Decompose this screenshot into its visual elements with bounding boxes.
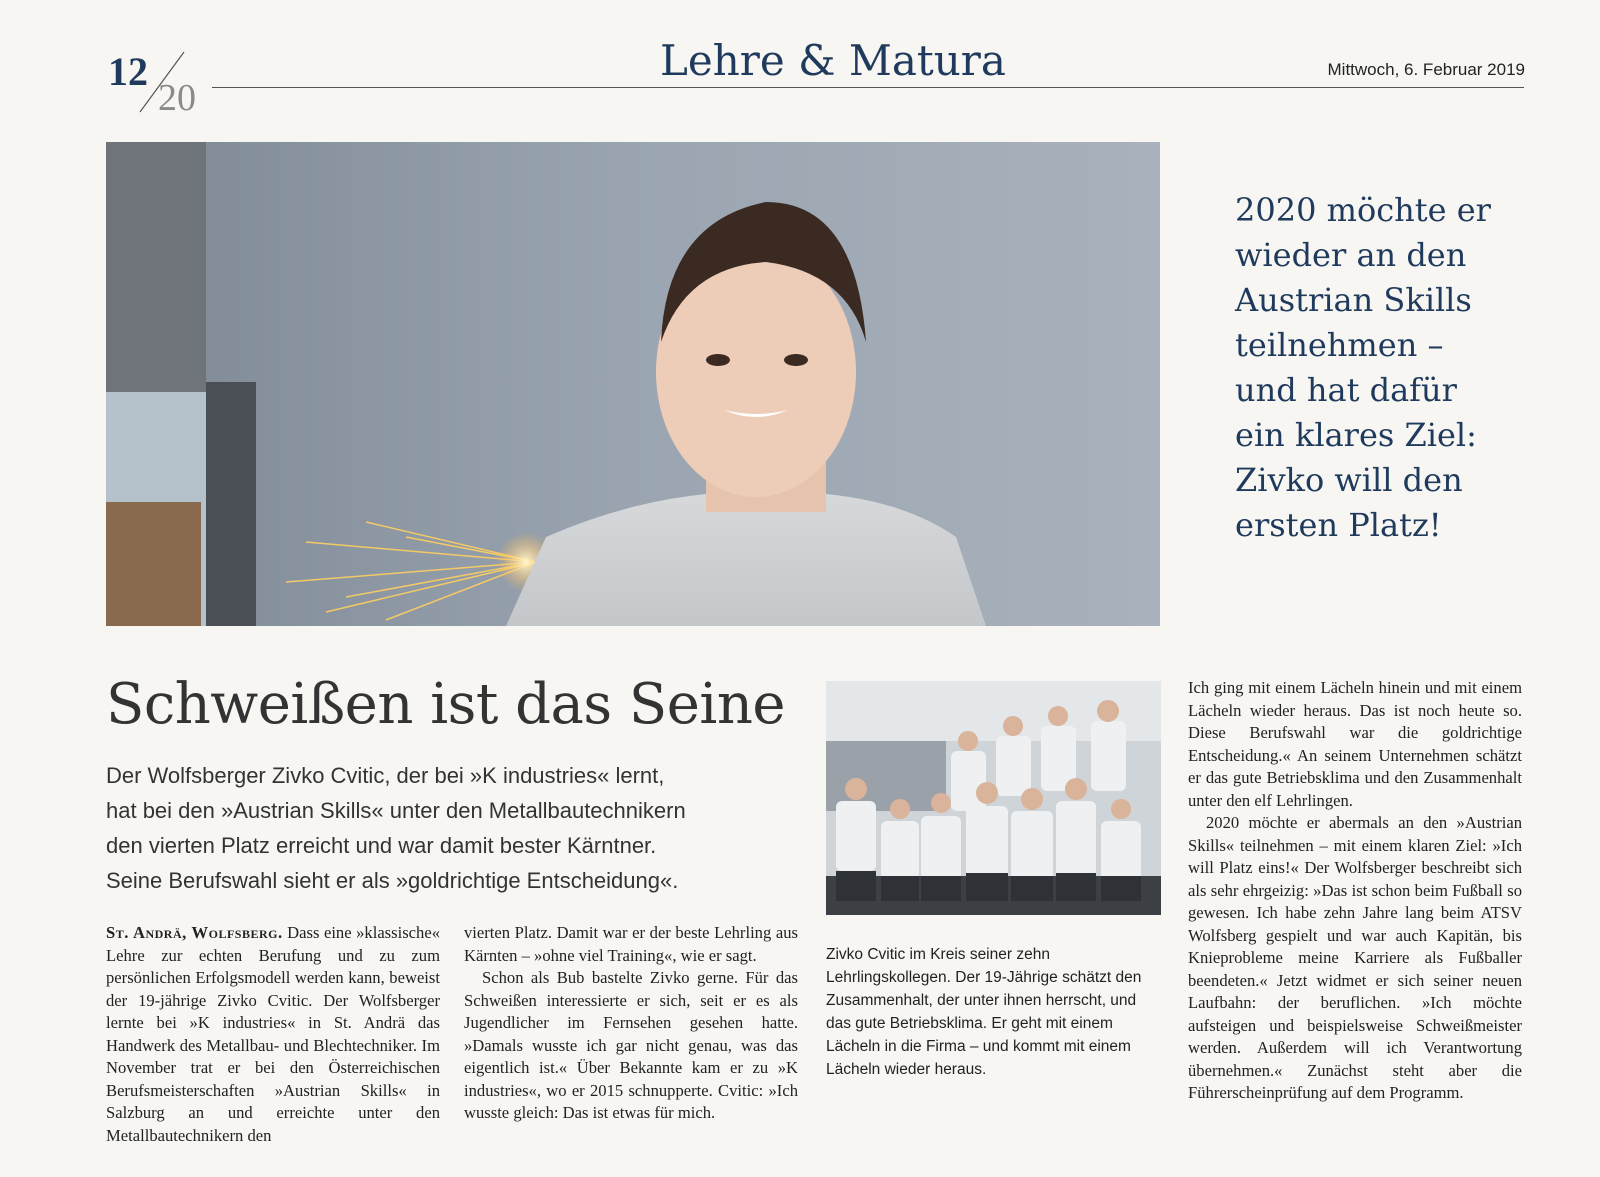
body-paragraph: 2020 möchte er abermals an den »Austrian Skills« teilnehmen – mit einem klaren Ziel: »Ich will Platz eins!« Der Wolfsberger beschreibt sich als sehr ehrgeizig: »Das ist schon beim Fußball so gewesen. Ich habe zehn Jahre lang beim ATSV Wolfsberg gespielt und war auch Kapitän, bis Knieprobleme meine Karriere als Fußballer beendeten.« Jetzt widmet er sich seiner neuen Laufbahn: der beruflichen. »Ich möchte aufsteigen und beispielsweise Schweißmeister werden. Außerdem will ich Verantwortung übernehmen.« Zunächst steht aber die Führerscheinprüfung auf dem Programm. bbox=[1188, 813, 1522, 1102]
body-paragraph: Schon als Bub bastelte Zivko gerne. Für das Schweißen interessierte er sich, seit er es als Jugendlicher im Fernsehen gesehen hatte. »Damals wusste ich gar nicht genau, was das eigentlich ist.« Über Bekannte kam er zu »K industries«, wo er 2015 schnupperte. Cvitic: »Ich wusste gleich: Das ist etwas für mich. bbox=[464, 968, 798, 1122]
body-paragraph bbox=[106, 922, 440, 1147]
pull-quote-line: ersten Platz! bbox=[1235, 506, 1442, 544]
lead-line: Seine Berufswahl sieht er als »goldrichtige Entscheidung«. bbox=[106, 868, 679, 893]
body-paragraph: vierten Platz. Damit war er der beste Lehrling aus Kärnten – »ohne viel Training«, wie er sagt. bbox=[464, 923, 798, 965]
page-number: 12 bbox=[108, 49, 148, 94]
lead-line: Der Wolfsberger Zivko Cvitic, der bei »K industries« lernt, bbox=[106, 763, 665, 788]
hero-photo bbox=[106, 142, 1160, 626]
photo-caption: Zivko Cvitic im Kreis seiner zehn Lehrlingskollegen. Der 19-Jährige schätzt den Zusammenhalt, der unter ihnen herrscht, und das gute Betriebsklima. Er geht mit einem Lächeln in die Firma – und kommt mit einem Lächeln wieder heraus. bbox=[826, 946, 1142, 1078]
issue-date: Mittwoch, 6. Februar 2019 bbox=[1327, 60, 1525, 79]
pull-quote-line: und hat dafür bbox=[1235, 371, 1457, 409]
pull-quote-line: teilnehmen – bbox=[1235, 326, 1444, 364]
lead-line: hat bei den »Austrian Skills« unter den Metallbautechnikern bbox=[106, 798, 686, 823]
lead-line: den vierten Platz erreicht und war damit bester Kärntner. bbox=[106, 833, 657, 858]
pull-quote-line: 2020 möchte er bbox=[1235, 191, 1491, 229]
page-total: 20 bbox=[158, 77, 196, 119]
header-rule bbox=[212, 87, 1524, 88]
dateline: St. Andrä, Wolfsberg. bbox=[106, 923, 283, 942]
section-title: Lehre & Matura bbox=[660, 36, 1006, 85]
article-lead bbox=[106, 758, 806, 898]
body-column-2 bbox=[464, 922, 798, 1125]
article-headline: Schweißen ist das Seine bbox=[106, 672, 786, 737]
pull-quote-line: wieder an den bbox=[1235, 236, 1467, 274]
pull-quote bbox=[1235, 188, 1555, 548]
body-column-3 bbox=[1188, 677, 1522, 1105]
body-paragraph: Ich ging mit einem Lächeln hinein und mit einem Lächeln wieder heraus. Das ist noch heute so. Diese Berufswahl war die goldrichtige Entscheidung.« An seinem Unternehmen schätzt er das gute Betriebsklima und den Zusammenhalt unter den elf Lehrlingen. bbox=[1188, 678, 1522, 810]
pull-quote-line: Austrian Skills bbox=[1235, 281, 1472, 319]
pull-quote-line: Zivko will den bbox=[1235, 461, 1463, 499]
body-text: Dass eine »klassische« Lehre zur echten Berufung und zu zum persönlichen Erfolgsmodell werden kann, beweist der 19-jährige Zivko Cvitic. Der Wolfsberger lernte bei »K industries« in St. Andrä das Handwerk des Metallbau- und Blechtechniker. Im November trat er bei den Österreichischen Berufsmeisterschaften »Austrian Skills« in Salzburg an und erreichte unter den Metallbautechnikern den bbox=[106, 923, 440, 1145]
group-photo bbox=[826, 681, 1161, 915]
pull-quote-line: ein klares Ziel: bbox=[1235, 416, 1477, 454]
body-column-1 bbox=[106, 922, 440, 1147]
